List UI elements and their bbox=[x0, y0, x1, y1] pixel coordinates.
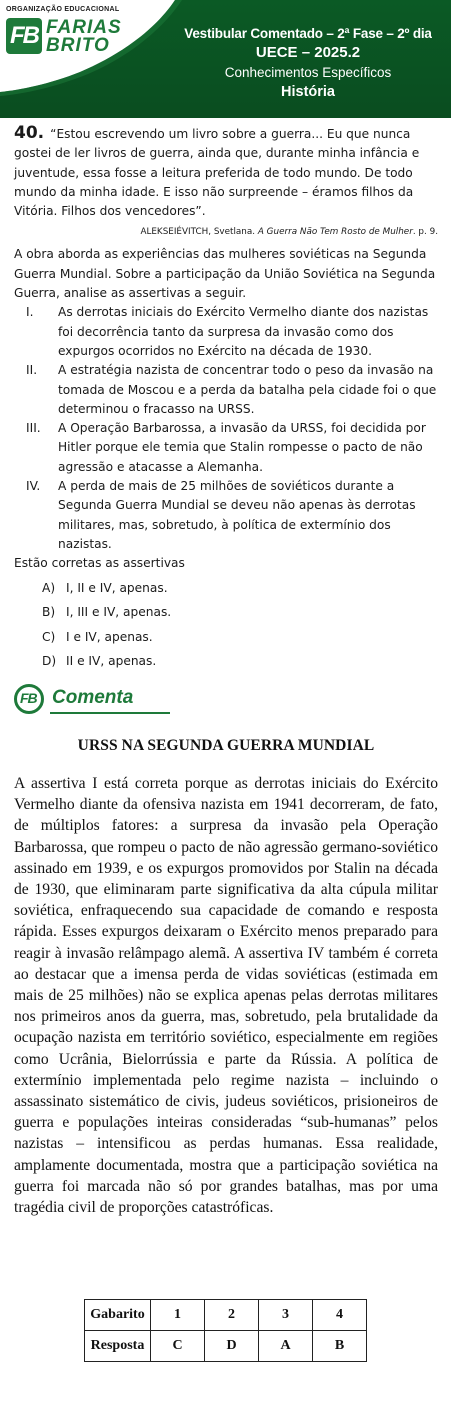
assertion-text: A estratégia nazista de concentrar todo o peso da invasão na tomada de Moscou e a perda da batalha pela cidade foi o que determinou o fracasso na URSS. bbox=[58, 363, 437, 416]
quote-text: “Estou escrevendo um livro sobre a guerra... Eu que nunca gostei de ler livros de guerra, ainda que, durante minha infância e juventude, essa fosse a leitura preferida de todo mundo. De todo mundo da minha idade. E isso não surpreende – éramos filhos da Vitória. Filhos dos vencedores”. bbox=[14, 127, 420, 219]
assertion-item bbox=[14, 303, 438, 361]
option-letter: A) bbox=[42, 580, 56, 595]
source-title: A Guerra Não Tem Rosto de Mulher bbox=[257, 227, 413, 238]
assertion-numeral: IV. bbox=[26, 479, 41, 494]
option-text: II e IV, apenas. bbox=[66, 654, 157, 669]
header-title-block bbox=[173, 24, 443, 102]
question-number: 40. bbox=[14, 123, 45, 143]
question-column: 4 bbox=[313, 1300, 367, 1331]
option-text: I e IV, apenas. bbox=[66, 629, 153, 644]
exam-subject: História bbox=[281, 84, 335, 100]
comenta-underline bbox=[50, 712, 170, 714]
assertion-text: A Operação Barbarossa, a invasão da URSS, foi decidida por Hitler porque ele temia que Stalin rompesse o pacto de não agressão e atacasse a Alemanha. bbox=[58, 421, 426, 474]
question-block bbox=[14, 124, 438, 674]
question-prompt: Estão corretas as assertivas bbox=[14, 556, 185, 571]
answer-cell: A bbox=[259, 1331, 313, 1362]
assertion-numeral: III. bbox=[26, 421, 41, 436]
quote-source bbox=[14, 225, 438, 239]
org-label: ORGANIZAÇÃO EDUCACIONAL bbox=[6, 6, 120, 13]
question-column: 3 bbox=[259, 1300, 313, 1331]
answer-cell: D bbox=[205, 1331, 259, 1362]
gabarito-label: Gabarito bbox=[85, 1300, 151, 1331]
option-letter: D) bbox=[42, 654, 57, 669]
answer-key-table bbox=[84, 1299, 367, 1362]
option-d bbox=[14, 649, 438, 674]
assertion-item bbox=[14, 477, 438, 554]
exam-area: Conhecimentos Específicos bbox=[224, 65, 392, 80]
answer-cell: C bbox=[151, 1331, 205, 1362]
assertion-text: As derrotas iniciais do Exército Vermelho diante dos nazistas foi decorrência tanto da surpresa da invasão como dos expurgos ocorridos no Exército na década de 1930. bbox=[58, 305, 429, 358]
option-letter: B) bbox=[42, 605, 56, 620]
brand-name-line2: BRITO bbox=[46, 35, 110, 56]
comenta-heading bbox=[14, 684, 174, 716]
answer-cell: B bbox=[313, 1331, 367, 1362]
option-text: I, III e IV, apenas. bbox=[66, 605, 172, 620]
assertion-numeral: I. bbox=[26, 305, 34, 320]
commentary-text: A assertiva I está correta porque as derrotas iniciais do Exército Vermelho diante da ofensiva nazista em 1941 decorreram, de fato, de múltiplos fatores: a surpresa da invasão pela Operação Barbarossa, que rompeu o pacto de não agressão germano-soviético assinado em 1939, e os expurgos promovidos por Stalin na década de 1930, que eliminaram parte significativa da alta cúpula militar soviética, enfraquecendo sua capacidade de comando e resposta rápida. Esses expurgos deixaram o Exército menos preparado para reagir à invasão relâmpago alemã. A assertiva IV também é correta ao destacar que a imensa perda de vidas soviéticas (estimada em mais de 25 milhões) não se explica apenas pelas derrotas militares nos primeiros anos da guerra, mas, sobretudo, pela brutalidade da ocupação nazista em território soviético, especialmente em regiões como Ucrânia, Bielorrússia e parte da Rússia. A política de extermínio implementada pelo regime nazista – incluindo o assassinato sistemático de civis, judeus soviéticos, prisioneiros de guerra e populações inteiras consideradas “sub-humanas” pelos nazistas – intensificou as perdas humanas. Essa realidade, amplamente documentada, mostra que a participação soviética na guerra foi marcada não só por grandes batalhas, mas por uma tragédia civil de proporções catastróficas. bbox=[14, 775, 438, 1217]
option-c bbox=[14, 625, 438, 650]
assertion-text: A perda de mais de 25 milhões de soviéticos durante a Segunda Guerra Mundial se deveu não apenas às derrotas militares, mas, sobretudo, à política de extermínio dos nazistas. bbox=[58, 479, 416, 551]
comenta-logo-icon: FB bbox=[14, 684, 44, 714]
question-intro: A obra aborda as experiências das mulheres soviéticas na Segunda Guerra Mundial. Sobre a participação da União Soviética na Segunda Guerra, analise as assertivas a seguir. bbox=[14, 247, 436, 301]
assertion-list bbox=[14, 303, 438, 554]
answer-key-answer-row bbox=[85, 1331, 367, 1362]
option-a bbox=[14, 576, 438, 601]
logo-mark-icon: FB bbox=[6, 18, 42, 54]
assertion-numeral: II. bbox=[26, 363, 38, 378]
option-b bbox=[14, 600, 438, 625]
exam-subtitle: Vestibular Comentado – 2ª Fase – 2º dia bbox=[184, 26, 432, 41]
assertion-item bbox=[14, 419, 438, 477]
section-title: URSS NA SEGUNDA GUERRA MUNDIAL bbox=[77, 737, 375, 754]
comenta-label: Comenta bbox=[52, 687, 134, 708]
option-list bbox=[14, 576, 438, 674]
option-letter: C) bbox=[42, 629, 56, 644]
page-header bbox=[0, 0, 451, 118]
option-text: I, II e IV, apenas. bbox=[66, 580, 168, 595]
source-author: ALEKSEIÉVITCH, Svetlana. bbox=[140, 227, 256, 238]
source-page: . p. 9. bbox=[412, 227, 438, 238]
question-column: 1 bbox=[151, 1300, 205, 1331]
answer-key-header-row bbox=[85, 1300, 367, 1331]
exam-title: UECE – 2025.2 bbox=[255, 44, 361, 61]
question-quote bbox=[14, 124, 438, 221]
resposta-label: Resposta bbox=[85, 1331, 151, 1362]
assertion-item bbox=[14, 361, 438, 419]
question-column: 2 bbox=[205, 1300, 259, 1331]
farias-brito-logo bbox=[6, 6, 156, 58]
brand-name-line1: FARIAS bbox=[46, 17, 122, 38]
